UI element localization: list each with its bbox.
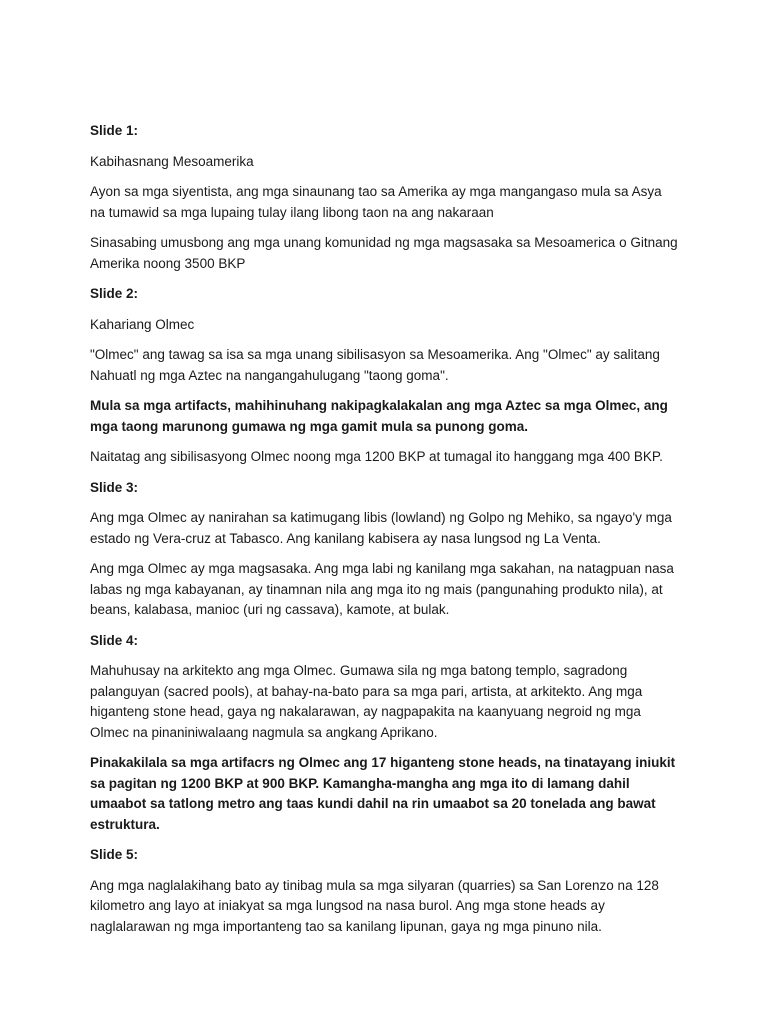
paragraph: Naitatag ang sibilisasyong Olmec noong mga 1200 BKP at tumagal ito hanggang mga 400 BKP. xyxy=(90,449,663,464)
document-page xyxy=(90,121,680,947)
paragraph: "Olmec" ang tawag sa isa sa mga unang sibilisasyon sa Mesoamerika. Ang "Olmec" ay salitang Nahuatl ng mga Aztec na nangangahulugang "taong goma". xyxy=(90,347,660,383)
paragraph: Sinasabing umusbong ang mga unang komunidad ng mga magsasaka sa Mesoamerica o Gitnang Amerika noong 3500 BKP xyxy=(90,235,678,271)
slide-4-heading: Slide 4: xyxy=(90,632,139,648)
slide-2-heading: Slide 2: xyxy=(90,286,139,301)
paragraph: Ayon sa mga siyentista, ang mga sinaunang tao sa Amerika ay mga mangangaso mula sa Asya na tumawid sa mga lupaing tulay ilang libong taon na ang nakaraan xyxy=(90,184,662,220)
slide-3-heading: Slide 3: xyxy=(90,479,139,495)
section-title-mesoamerika: Kabihasnang Mesoamerika xyxy=(90,153,254,169)
slide-5-heading: Slide 5: xyxy=(90,847,139,862)
section-title-olmec: Kahariang Olmec xyxy=(90,316,195,332)
slide-1-heading: Slide 1: xyxy=(90,123,139,138)
paragraph: Ang mga Olmec ay nanirahan sa katimugang libis (lowland) ng Golpo ng Mehiko, sa ngayo'y mga estado ng Vera-cruz at Tabasco. Ang kanilang kabisera ay nasa lungsod ng La Venta. xyxy=(90,510,672,546)
bold-paragraph: Mula sa mga artifacts, mahihinuhang nakipagkalakalan ang mga Aztec sa mga Olmec, ang mga taong marunong gumawa ng mga gamit mula sa punong goma. xyxy=(90,398,668,434)
paragraph: Mahuhusay na arkitekto ang mga Olmec. Gumawa sila ng mga batong templo, sagradong palanguyan (sacred pools), at bahay-na-bato para sa mga pari, artista, at arkitekto. Ang mga higanteng stone head, gaya ng nakalarawan, ay nagpapakita na kaanyuang negroid ng mga Olmec na pinaniniwalaang nagmula sa angkang Aprikano. xyxy=(90,663,643,740)
paragraph: Ang mga naglalakihang bato ay tinibag mula sa mga silyaran (quarries) sa San Lorenzo na 128 kilometro ang layo at iniakyat sa mga lungsod na nasa burol. Ang mga stone heads ay naglalarawan ng mga importanteng tao sa kanilang lipunan, gaya ng mga pinuno nila. xyxy=(90,877,659,934)
paragraph: Ang mga Olmec ay mga magsasaka. Ang mga labi ng kanilang mga sakahan, na natagpuan nasa labas ng mga kabayanan, ay tinamnan nila ang mga ito ng mais (pangunahing produkto nila), at beans, kalabasa, manioc (uri ng cassava), kamote, at bulak. xyxy=(90,561,674,617)
bold-paragraph: Pinakakilala sa mga artifacrs ng Olmec ang 17 higanteng stone heads, na tinatayang iniukit sa pagitan ng 1200 BKP at 900 BKP. Kamangha-mangha ang mga ito di lamang dahil umaabot sa tatlong metro ang taas kundi dahil na rin umaabot sa 20 tonelada ang bawat estruktura. xyxy=(90,755,676,832)
